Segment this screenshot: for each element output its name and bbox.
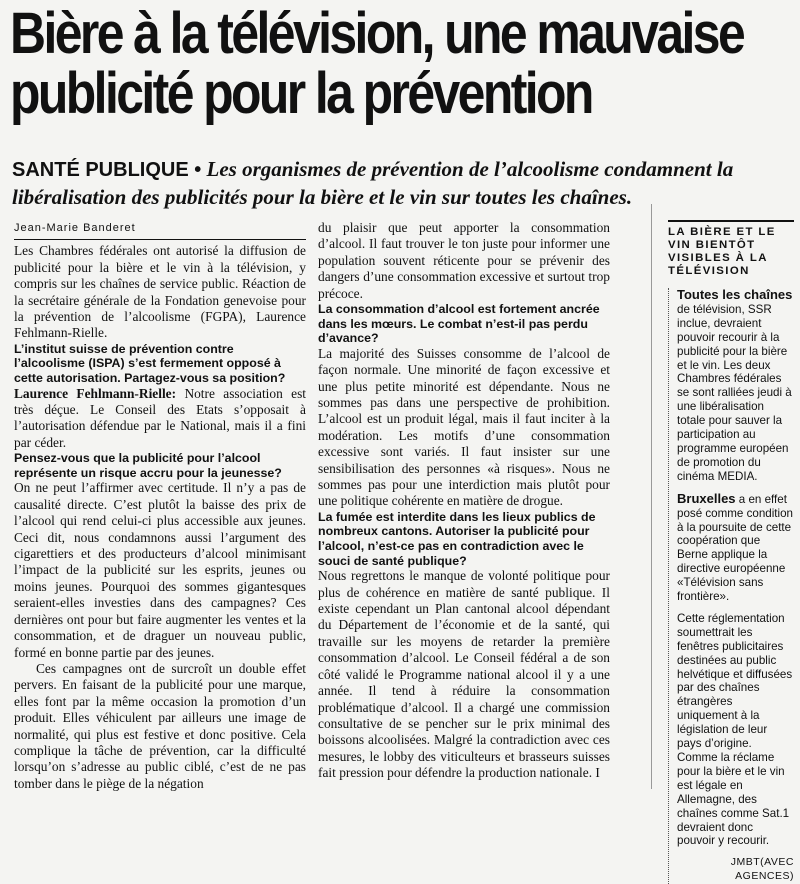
sidebar-signature: JMBT(AVEC AGENCES) xyxy=(730,856,794,883)
sidebar-paragraph-1 xyxy=(677,288,794,484)
question-2: Pensez-vous que la publicité pour l’alcool représente un risque accru pour la jeunesse? xyxy=(14,451,282,480)
sidebar-paragraph-3: Cette réglementation soumettrait les fenêtres publicitaires destinées au public helvétique et diffusées par des chaînes étrangères uniquement à la législation de leur pays d’origine. Comme la réclame pour la bière et le vin est légale en Allemagne, des chaînes comme Sat.1 devraient donc pouvoir y recourir. xyxy=(677,611,793,848)
answer-2: On ne peut l’affirmer avec certitude. Il n’y a pas de causalité directe. C’est plutôt la baisse des prix de l’alcool qui rend celui-ci plus accessible aux jeunes. Ceci dit, nous condamnons aussi l’argument des cigarettiers et des producteurs d’alcool minimisant l’impact de la publicité sur les esprits, jeunes ou moins jeunes. Pourquoi des sommes gigantesques seraient-elles investies dans des campagnes? Ces dernières ont pour but faire augmenter les ventes et la consommation, et de draguer un nouveau public, formé en bonne partie par des jeunes. xyxy=(14,480,306,660)
headline-line-1: Bière à la télévision, une mauvaise xyxy=(10,1,744,66)
answer-3: La majorité des Suisses consomme de l’alcool de façon normale. Une minorité de façon excessive et une plus petite minorité est dépendante. Nous ne sommes pas dans une perspective de prohibition. L’alcool est un produit légal, mais il faut inciter à la modération. Les motifs d’une consommation excessive sont variés. Il faut insister sur une sensibilisation des personnes «à risques». Nous ne sommes pas pour une interdiction mais plutôt pour une politique cohérente en matière de drogue. xyxy=(318,345,610,509)
answer-1 xyxy=(14,386,306,452)
sidebar-text-2: a en effet posé comme condition à la poursuite de cette coopération que Berne applique la directive européenne «Télévision sans frontière». xyxy=(677,492,793,604)
sidebar-title: LA BIÈRE ET LE VIN BIENTÔT VISIBLES À LA TÉLÉVISION xyxy=(668,220,794,278)
article-column-1 xyxy=(14,220,306,792)
answer-2-continued: Ces campagnes ont de surcroît un double effet pervers. En faisant de la publicité pour une marque, elles font par la même occasion la promotion d’un produit. Elles véhiculent par ailleurs une image de normalité, qui plus est festive et donc positive. Cela complique la tâche de prévention, car la difficulté lorsqu’on s’adresse au public ciblé, c’est de ne pas tomber dans le piège de la négation xyxy=(14,660,306,791)
sidebar-text-1: de télévision, SSR inclue, devraient pouvoir recourir à la publicité pour la bière et le vin. Les deux Chambres fédérales se sont ralliées jeudi à une libéralisation totale pour sauver la participation au programme européen de promotion du cinéma MEDIA. xyxy=(677,302,792,483)
sidebar-lead-2: Bruxelles xyxy=(677,490,736,506)
byline: Jean-Marie Banderet xyxy=(14,220,306,240)
question-1: L’institut suisse de prévention contre l’alcoolisme (ISPA) s’est fermement opposé à cette autorisation. Partagez-vous sa position? xyxy=(14,341,286,386)
intro-paragraph: Les Chambres fédérales ont autorisé la diffusion de publicité pour la bière et le vin à la télévision, y compris sur les chaînes de service public. Réaction de la secrétaire générale de la Fondation genevoise pour la prévention de l’alcoolisme (FGPA), Laurence Fehlmann-Rielle. xyxy=(14,243,306,341)
answer-1-text: Notre association est très déçue. Le Conseil des Etats s’opposait à l’autorisation défendue par le National, mais il a fini par céder. xyxy=(14,385,306,450)
deck xyxy=(12,156,800,211)
article-column-2 xyxy=(318,220,610,782)
question-3: La consommation d’alcool est fortement ancrée dans les mœurs. Le combat n’est-il pas perdu d’avance? xyxy=(318,302,600,346)
question-4: La fumée est interdite dans les lieux publics de nombreux cantons. Autoriser la publicité pour l’alcool, n’est-ce pas en contradiction avec le souci de santé publique? xyxy=(318,509,596,568)
answer-4: Nous regrettons le manque de volonté politique pour plus de cohérence en matière de santé publique. Il existe cependant un Plan cantonal alcool dépendant du Département de l’économie et de la santé, qui travaille sur les moyens de retarder la première consommation d’alcool. Le Conseil fédéral a de son côté validé le Programme national alcool il y a une année. Il tend à réduire la consommation problématique d’alcool. Il a chargé une commission consultative de se pencher sur le prix minimal des boissons alcoolisées. Malgré la contradiction avec ces mesures, le lobby des viticulteurs et brasseurs suisses fait pression pour défendre la production nationale. I xyxy=(318,568,610,781)
headline-line-2: publicité pour la prévention xyxy=(10,61,592,126)
sidebar-divider xyxy=(651,204,652,789)
deck-lead: Les organismes de prévention de l’alcoolisme condamnent la libéralisation des publicités pour la bière et le vin sur toutes les chaînes. xyxy=(12,157,734,209)
headline xyxy=(10,1,744,126)
column-2-continuation: du plaisir que peut apporter la consommation d’alcool. Il faut trouver le ton juste pour informer une population souvent réticente pour se prévenir des dangers d’une consommation excessive et surtout trop précoce. xyxy=(318,220,610,301)
sidebar-lead-1: Toutes les chaînes xyxy=(677,287,793,302)
sidebar xyxy=(668,220,794,884)
answer-1-speaker: Laurence Fehlmann-Rielle: xyxy=(14,385,177,401)
sidebar-paragraph-2 xyxy=(677,492,794,604)
deck-kicker: SANTÉ PUBLIQUE • xyxy=(12,159,202,181)
